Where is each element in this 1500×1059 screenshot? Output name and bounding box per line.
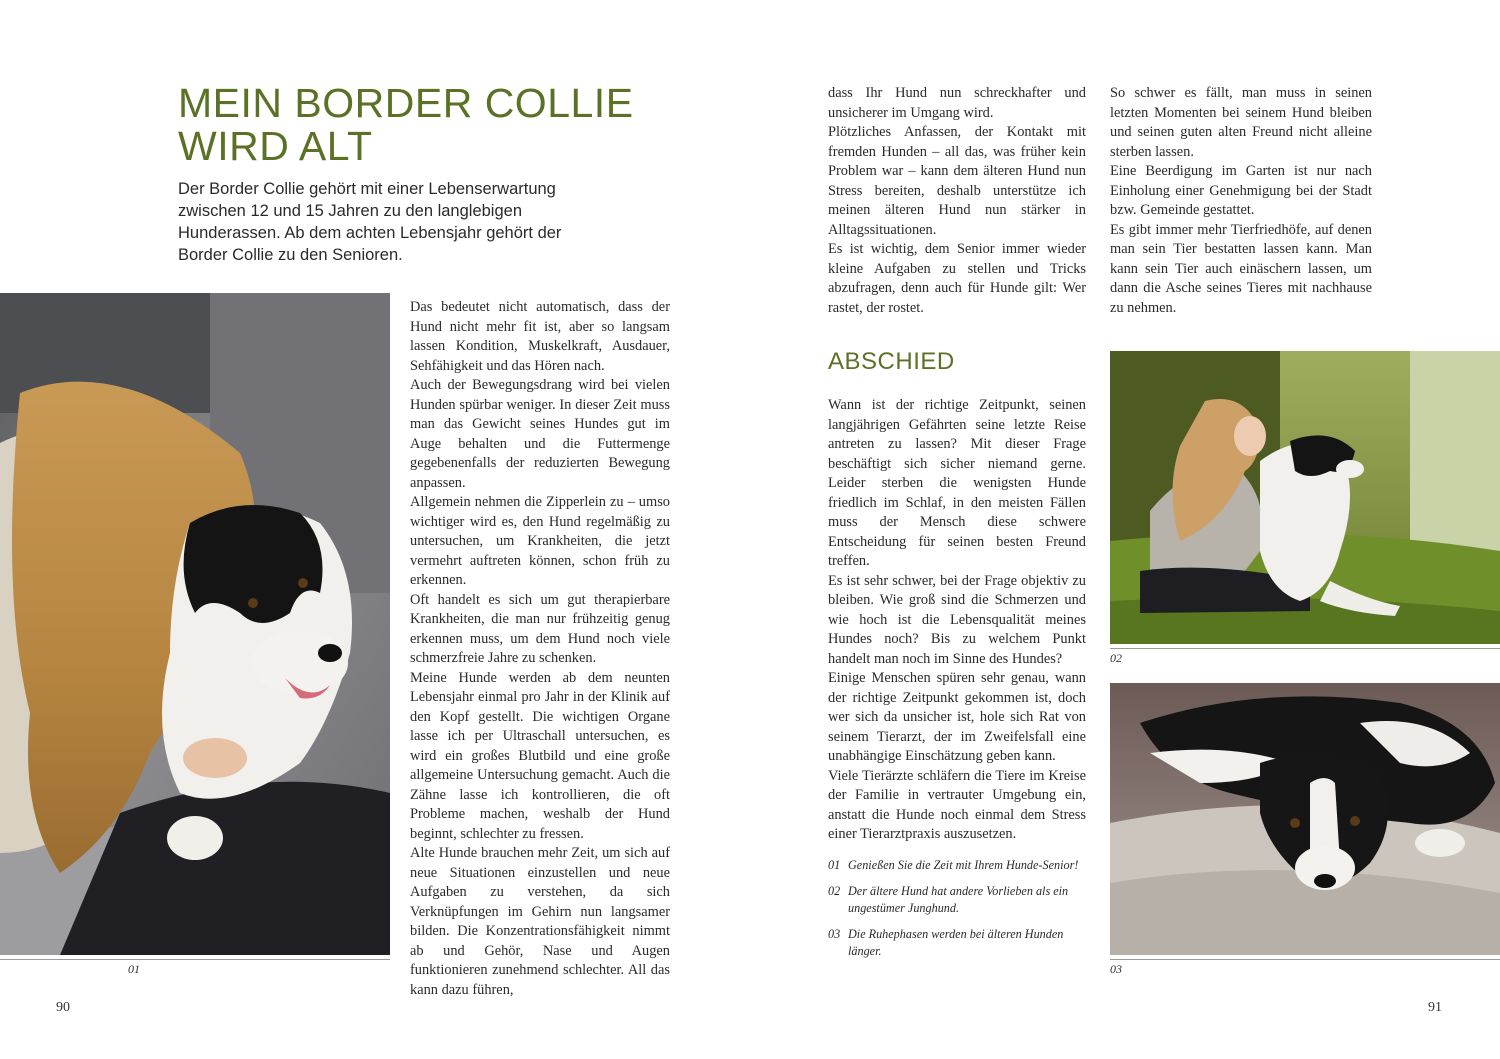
caption-text: Genießen Sie die Zeit mit Ihrem Hunde-Senior! bbox=[848, 858, 1079, 872]
body-paragraph: Einige Menschen spüren sehr genau, wann der richtige Zeitpunkt gekommen ist, doch wer sich da unsicher ist, hole sich Rat von seinem Tierarzt, der im Zweifelsfall eine unabhängige Einschätzung geben kann. bbox=[828, 670, 1086, 764]
photo-01-number: 01 bbox=[128, 962, 140, 976]
caption-text: Der ältere Hund hat andere Vorlieben als ein ungestümer Junghund. bbox=[848, 884, 1069, 915]
photo-02-illustration bbox=[1110, 351, 1500, 644]
body-paragraph: Wann ist der richtige Zeitpunkt, seinen langjährigen Gefährten seine letzte Reise antreten zu lassen? Mit dieser Frage beschäftigt sich sicher niemand gerne. Leider sterben die wenigsten Hunde friedlich im Schlaf, in den meisten Fällen muss der Mensch diese schwere Entscheidung für seinen besten Freund treffen. bbox=[828, 397, 1086, 569]
photo-02-rule bbox=[1110, 648, 1500, 649]
chapter-title-line1: MEIN BORDER COLLIE bbox=[178, 80, 634, 126]
photo-03-rule bbox=[1110, 959, 1500, 960]
caption-number: 02 bbox=[828, 884, 841, 898]
photo-woman-with-collie-outdoors bbox=[1110, 351, 1500, 644]
right-column1-top bbox=[828, 84, 1086, 318]
body-paragraph: Allgemein nehmen die Zipperlein zu – umso wichtiger wird es, den Hund regelmäßig zu untersuchen, um Krankheiten, die jetzt vermehrt auftreten können, schon früh zu erkennen. bbox=[410, 494, 670, 588]
caption-text: Die Ruhephasen werden bei älteren Hunden länger. bbox=[848, 927, 1064, 958]
intro-paragraph: Der Border Collie gehört mit einer Lebenserwartung zwischen 12 und 15 Jahren zu den langlebigen Hunderassen. Ab dem achten Lebensjahr gehört der Border Collie zu den Senioren. bbox=[178, 180, 562, 264]
body-paragraph: Alte Hunde brauchen mehr Zeit, um sich auf neue Situationen einzustellen und neue Aufgaben zu verstehen, da sich Verknüpfungen im Gehirn nun langsamer bilden. Die Konzentrationsfähigkeit nimmt ab und Gehör, Nase und Augen funktionieren zunehmend schlechter. All das kann dazu führen, bbox=[410, 845, 670, 998]
photo-captions bbox=[828, 857, 1088, 969]
page-number-right: 91 bbox=[1428, 1000, 1442, 1015]
body-paragraph: So schwer es fällt, man muss in seinen letzten Momenten bei seinem Hund bleiben und seinen guten alten Freund nicht alleine sterben lassen. bbox=[1110, 85, 1372, 160]
right-column1-bottom bbox=[828, 396, 1086, 845]
left-body-column bbox=[410, 298, 670, 1000]
body-paragraph: Auch der Bewegungsdrang wird bei vielen Hunden spürbar weniger. In dieser Zeit muss man das Gewicht seines Hundes gut im Auge behalten und die Futtermenge gegebenenfalls der reduzierten Bewegung anpassen. bbox=[410, 377, 670, 491]
body-paragraph: Oft handelt es sich um gut therapierbare Krankheiten, die man nur frühzeitig genug erkennen muss, um dem Hund noch viele schmerzfreie Jahre zu schenken. bbox=[410, 591, 670, 666]
page-number-left: 90 bbox=[56, 1000, 70, 1015]
photo-woman-hugging-collie bbox=[0, 293, 390, 955]
body-paragraph: Es ist sehr schwer, bei der Frage objektiv zu bleiben. Wie groß sind die Schmerzen und wie hoch ist die Lebensqualität meines Hundes noch? Bis zu welchem Punkt handelt man noch im Sinne des Hundes? bbox=[828, 572, 1086, 667]
chapter-title-line2: WIRD ALT bbox=[178, 123, 373, 169]
photo-collie-lying-on-fur bbox=[1110, 683, 1500, 955]
caption-item bbox=[828, 857, 1088, 874]
body-paragraph: Es gibt immer mehr Tierfriedhöfe, auf denen man sein Tier bestatten lassen kann. Man kann sein Tier auch einäschern lassen, um dann die Asche seines Tieres mit nachhause zu nehmen. bbox=[1110, 221, 1372, 316]
caption-number: 03 bbox=[828, 927, 841, 941]
photo-01-rule bbox=[0, 959, 390, 960]
photo-01-illustration bbox=[0, 293, 390, 955]
caption-number: 01 bbox=[828, 858, 841, 872]
body-paragraph: Plötzliches Anfassen, der Kontakt mit fremden Hunden – all das, was früher kein Problem war – kann dem älteren Hund nun Stress bereiten, deshalb unterstütze ich meinen älteren Hund nun stärker in Alltagssituationen. bbox=[828, 124, 1086, 238]
body-paragraph: Meine Hunde werden ab dem neunten Lebensjahr einmal pro Jahr in der Klinik auf den Kopf gestellt. Die wichtigen Organe lasse ich per Ultraschall untersuchen, es wird ein großes Blutbild und eine große allgemeine Untersuchung gemacht. Auch die Zähne lasse ich kontrollieren, die oft Probleme machen, weshalb der Hund beginnt, schlechter zu fressen. bbox=[410, 669, 670, 842]
body-paragraph: Es ist wichtig, dem Senior immer wieder kleine Aufgaben zu stellen und Tricks abzufragen, denn auch für Hunde gilt: Wer rastet, der rostet. bbox=[828, 241, 1086, 316]
body-paragraph: dass Ihr Hund nun schreckhafter und unsicherer im Umgang wird. bbox=[828, 85, 1086, 121]
body-paragraph: Viele Tierärzte schläfern die Tiere im Kreise der Familie in vertrauter Umgebung ein, anstatt die Hunde noch einmal dem Stress einer Tierarztpraxis auszusetzen. bbox=[828, 767, 1086, 842]
body-paragraph: Das bedeutet nicht automatisch, dass der Hund nicht mehr fit ist, aber so langsam lassen Kondition, Muskelkraft, Ausdauer, Sehfähigkeit und das Hören nach. bbox=[410, 299, 670, 374]
photo-02-number: 02 bbox=[1110, 651, 1122, 665]
body-paragraph: Eine Beerdigung im Garten ist nur nach Einholung einer Genehmigung bei der Stadt bzw. Gemeinde gestattet. bbox=[1110, 163, 1372, 218]
section-heading-abschied: ABSCHIED bbox=[828, 348, 955, 375]
photo-03-illustration bbox=[1110, 683, 1500, 955]
caption-item bbox=[828, 926, 1088, 960]
chapter-title bbox=[178, 82, 638, 168]
photo-03-number: 03 bbox=[1110, 962, 1122, 976]
caption-item bbox=[828, 883, 1088, 917]
right-column2 bbox=[1110, 84, 1372, 318]
